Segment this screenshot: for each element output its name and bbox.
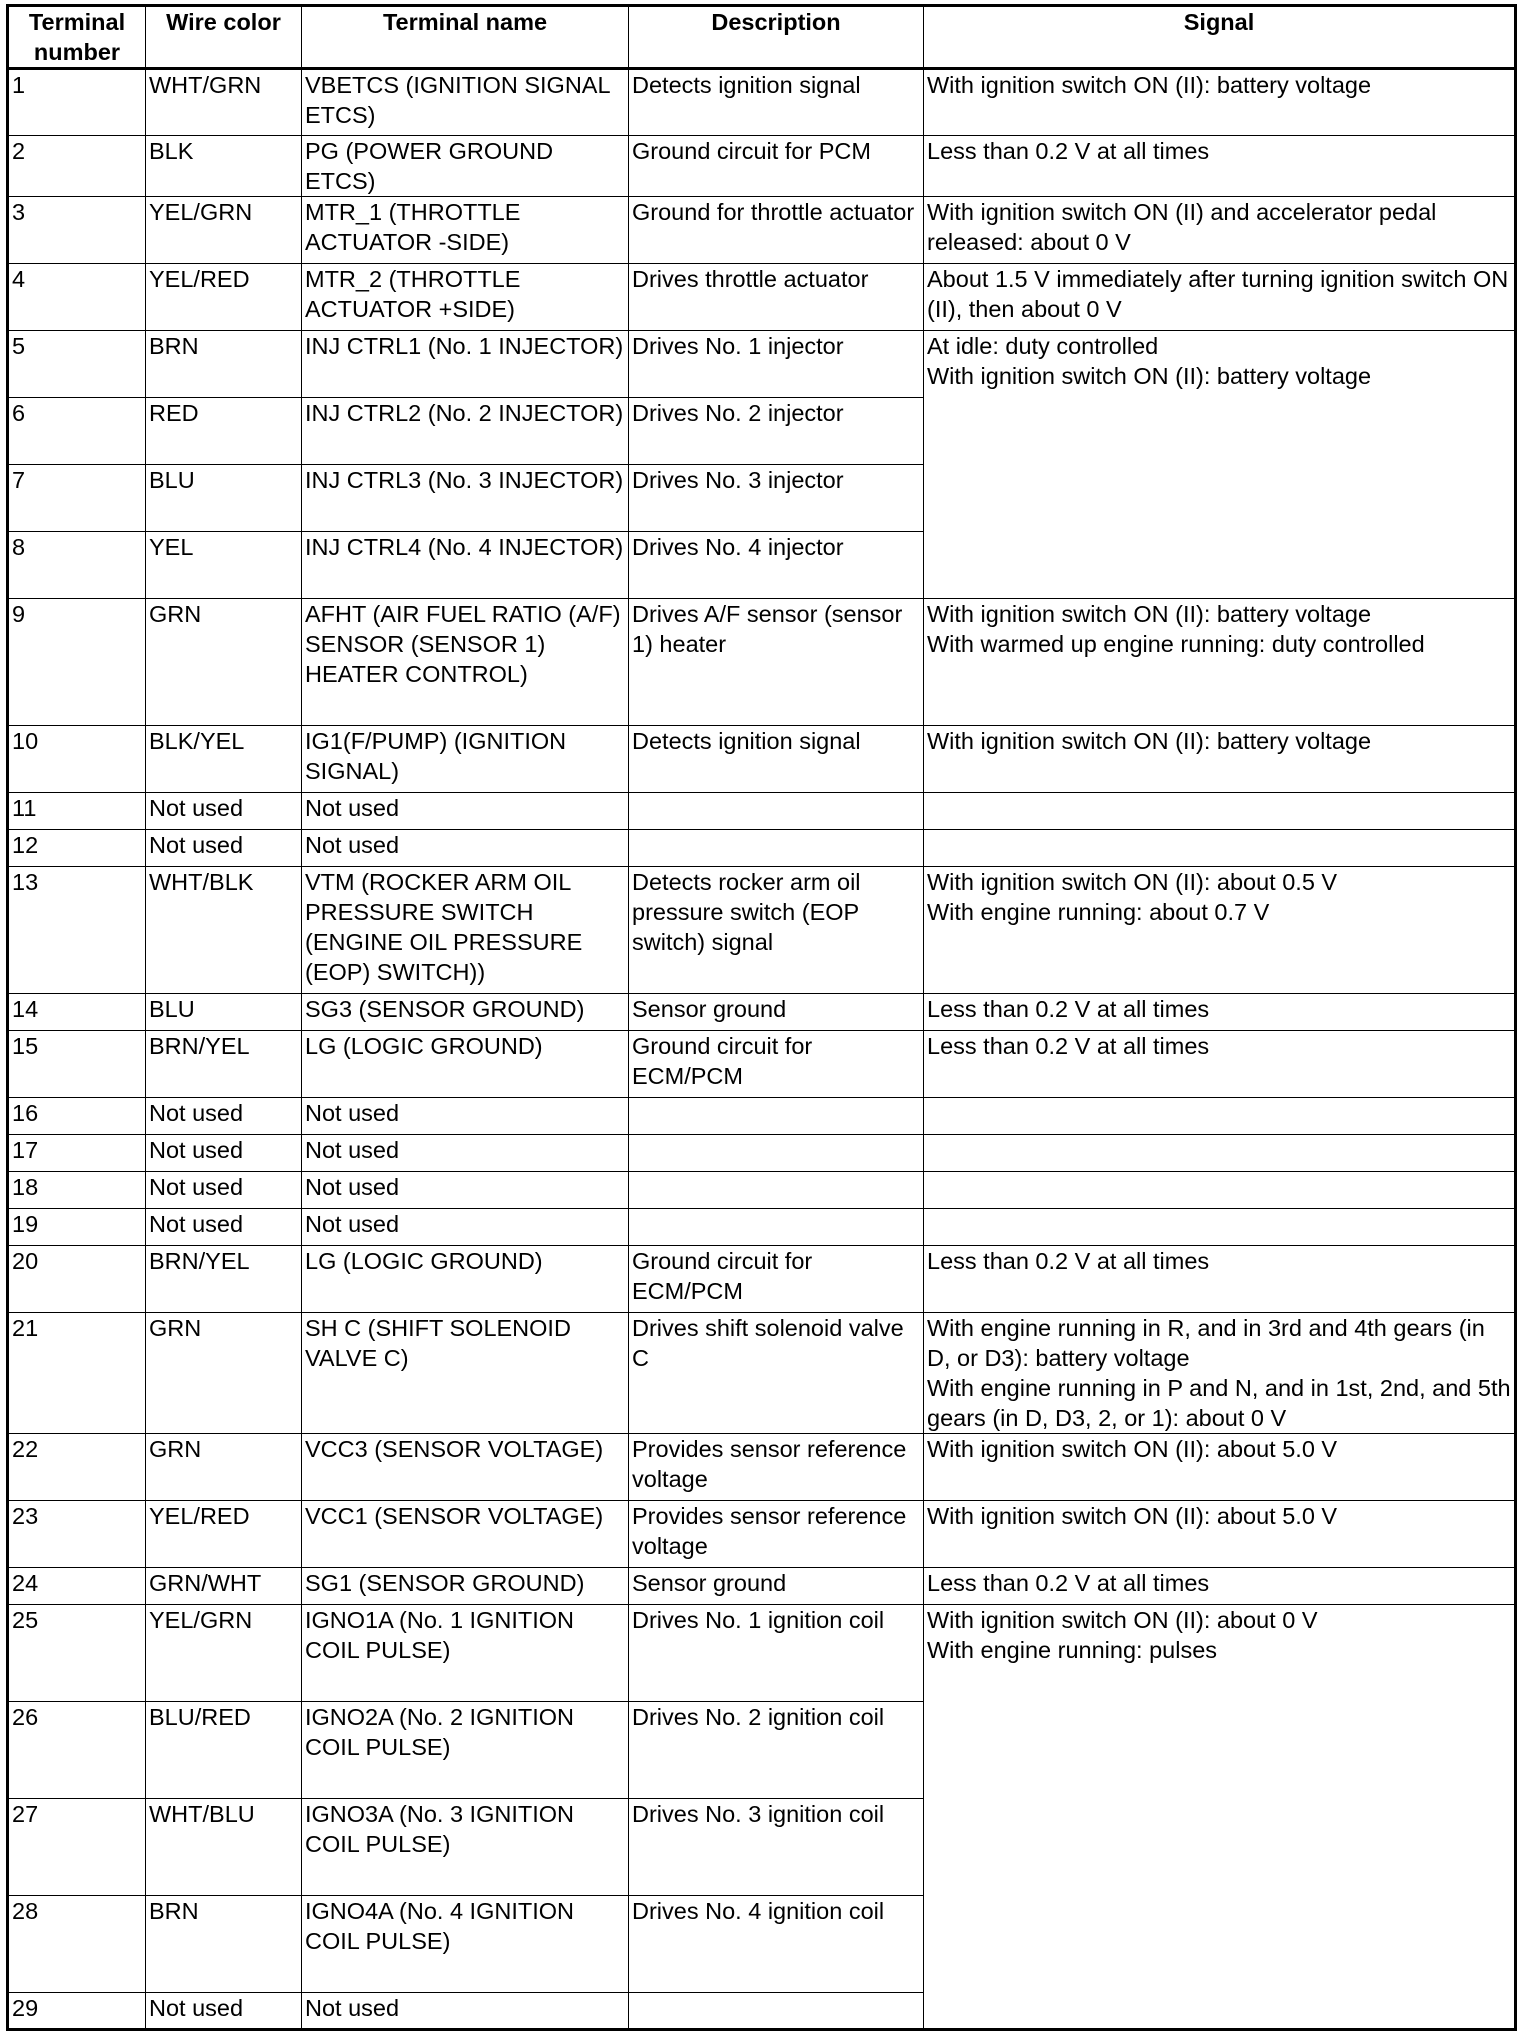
terminal-number-cell: 1: [8, 69, 146, 136]
description-cell: Ground circuit for PCM: [629, 136, 924, 197]
description-cell: Drives No. 3 injector: [629, 465, 924, 532]
wire-color-cell: Not used: [146, 830, 302, 867]
description-cell: Drives A/F sensor (sensor 1) heater: [629, 599, 924, 726]
description-cell: Ground circuit for ECM/PCM: [629, 1246, 924, 1313]
terminal-name-cell: Not used: [302, 1993, 629, 2030]
table-row: [8, 1246, 1516, 1313]
terminal-number-cell: 26: [8, 1702, 146, 1799]
wire-color-cell: BRN: [146, 331, 302, 398]
wire-color-cell: Not used: [146, 1993, 302, 2030]
terminal-number-cell: 19: [8, 1209, 146, 1246]
wire-color-cell: BRN/YEL: [146, 1246, 302, 1313]
terminal-number-cell: 9: [8, 599, 146, 726]
terminal-name-cell: Not used: [302, 793, 629, 830]
terminal-name-cell: IGNO4A (No. 4 IGNITION COIL PULSE): [302, 1896, 629, 1993]
description-cell: Detects ignition signal: [629, 69, 924, 136]
description-cell: Provides sensor reference voltage: [629, 1501, 924, 1568]
wire-color-cell: Not used: [146, 1135, 302, 1172]
table-row: [8, 331, 1516, 398]
description-cell: Drives No. 2 ignition coil: [629, 1702, 924, 1799]
wire-color-cell: GRN: [146, 1434, 302, 1501]
terminal-name-cell: IG1(F/PUMP) (IGNITION SIGNAL): [302, 726, 629, 793]
terminal-name-cell: INJ CTRL1 (No. 1 INJECTOR): [302, 331, 629, 398]
terminal-number-cell: 17: [8, 1135, 146, 1172]
wire-color-cell: Not used: [146, 1209, 302, 1246]
terminal-number-cell: 23: [8, 1501, 146, 1568]
terminal-number-cell: 28: [8, 1896, 146, 1993]
wire-color-cell: YEL/GRN: [146, 197, 302, 264]
description-cell: Drives No. 4 ignition coil: [629, 1896, 924, 1993]
wire-color-cell: WHT/GRN: [146, 69, 302, 136]
wire-color-cell: YEL/RED: [146, 264, 302, 331]
description-cell: Drives No. 1 ignition coil: [629, 1605, 924, 1702]
description-cell: Ground for throttle actuator: [629, 197, 924, 264]
signal-cell: With ignition switch ON (II): about 5.0 V: [924, 1501, 1516, 1568]
signal-cell: Less than 0.2 V at all times: [924, 1246, 1516, 1313]
terminal-number-cell: 7: [8, 465, 146, 532]
terminal-name-cell: LG (LOGIC GROUND): [302, 1031, 629, 1098]
signal-cell: With ignition switch ON (II) and accelerator pedal released: about 0 V: [924, 197, 1516, 264]
table-row: [8, 1098, 1516, 1135]
terminal-number-cell: 24: [8, 1568, 146, 1605]
wire-color-cell: Not used: [146, 793, 302, 830]
terminal-number-cell: 6: [8, 398, 146, 465]
table-row: [8, 867, 1516, 994]
terminal-name-cell: INJ CTRL4 (No. 4 INJECTOR): [302, 532, 629, 599]
terminal-name-cell: MTR_2 (THROTTLE ACTUATOR +SIDE): [302, 264, 629, 331]
terminal-number-cell: 25: [8, 1605, 146, 1702]
terminal-name-cell: Not used: [302, 1135, 629, 1172]
terminal-number-cell: 13: [8, 867, 146, 994]
signal-cell: [924, 793, 1516, 830]
description-cell: Drives throttle actuator: [629, 264, 924, 331]
terminal-name-cell: Not used: [302, 1209, 629, 1246]
table-body: [8, 69, 1516, 2030]
terminal-number-cell: 3: [8, 197, 146, 264]
header-wire-color: Wire color: [146, 6, 302, 69]
table-row: [8, 1135, 1516, 1172]
description-cell: Drives shift solenoid valve C: [629, 1313, 924, 1434]
terminal-number-cell: 18: [8, 1172, 146, 1209]
description-cell: [629, 793, 924, 830]
table-row: [8, 830, 1516, 867]
terminal-name-cell: VBETCS (IGNITION SIGNAL ETCS): [302, 69, 629, 136]
terminal-number-cell: 22: [8, 1434, 146, 1501]
terminal-name-cell: MTR_1 (THROTTLE ACTUATOR -SIDE): [302, 197, 629, 264]
description-cell: Sensor ground: [629, 994, 924, 1031]
terminal-name-cell: INJ CTRL3 (No. 3 INJECTOR): [302, 465, 629, 532]
signal-cell: With ignition switch ON (II): about 5.0 V: [924, 1434, 1516, 1501]
table-row: [8, 599, 1516, 726]
table-row: [8, 264, 1516, 331]
signal-cell: With ignition switch ON (II): about 0 V With engine running: pulses: [924, 1605, 1516, 2030]
terminal-name-cell: LG (LOGIC GROUND): [302, 1246, 629, 1313]
terminal-name-cell: INJ CTRL2 (No. 2 INJECTOR): [302, 398, 629, 465]
description-cell: [629, 1993, 924, 2030]
terminal-number-cell: 11: [8, 793, 146, 830]
terminal-name-cell: VTM (ROCKER ARM OIL PRESSURE SWITCH (ENGINE OIL PRESSURE (EOP) SWITCH)): [302, 867, 629, 994]
terminal-name-cell: IGNO2A (No. 2 IGNITION COIL PULSE): [302, 1702, 629, 1799]
terminal-number-cell: 16: [8, 1098, 146, 1135]
terminal-number-cell: 4: [8, 264, 146, 331]
terminal-name-cell: VCC3 (SENSOR VOLTAGE): [302, 1434, 629, 1501]
signal-cell: With engine running in R, and in 3rd and 4th gears (in D, or D3): battery voltage With engine running in P and N, and in 1st, 2nd, and 5th gears (in D, D3, 2, or 1): about 0 V: [924, 1313, 1516, 1434]
terminal-number-cell: 20: [8, 1246, 146, 1313]
terminal-name-cell: Not used: [302, 1172, 629, 1209]
table-row: [8, 69, 1516, 136]
signal-cell: Less than 0.2 V at all times: [924, 994, 1516, 1031]
terminal-name-cell: AFHT (AIR FUEL RATIO (A/F) SENSOR (SENSOR 1) HEATER CONTROL): [302, 599, 629, 726]
wire-color-cell: YEL: [146, 532, 302, 599]
wire-color-cell: WHT/BLK: [146, 867, 302, 994]
terminal-number-cell: 5: [8, 331, 146, 398]
description-cell: Drives No. 2 injector: [629, 398, 924, 465]
signal-cell: [924, 1209, 1516, 1246]
table-row: [8, 793, 1516, 830]
terminal-number-cell: 15: [8, 1031, 146, 1098]
table-row: [8, 1031, 1516, 1098]
terminal-name-cell: IGNO1A (No. 1 IGNITION COIL PULSE): [302, 1605, 629, 1702]
description-cell: [629, 1098, 924, 1135]
signal-cell: About 1.5 V immediately after turning ignition switch ON (II), then about 0 V: [924, 264, 1516, 331]
description-cell: Provides sensor reference voltage: [629, 1434, 924, 1501]
signal-cell: [924, 830, 1516, 867]
header-description: Description: [629, 6, 924, 69]
wire-color-cell: YEL/GRN: [146, 1605, 302, 1702]
terminal-name-cell: Not used: [302, 1098, 629, 1135]
terminal-number-cell: 21: [8, 1313, 146, 1434]
terminal-name-cell: VCC1 (SENSOR VOLTAGE): [302, 1501, 629, 1568]
wire-color-cell: BRN: [146, 1896, 302, 1993]
header-terminal-name: Terminal name: [302, 6, 629, 69]
terminal-name-cell: SH C (SHIFT SOLENOID VALVE C): [302, 1313, 629, 1434]
table-row: [8, 1172, 1516, 1209]
header-signal: Signal: [924, 6, 1516, 69]
description-cell: [629, 1172, 924, 1209]
wire-color-cell: RED: [146, 398, 302, 465]
table-row: [8, 1568, 1516, 1605]
signal-cell: [924, 1172, 1516, 1209]
signal-cell: Less than 0.2 V at all times: [924, 136, 1516, 197]
terminal-name-cell: Not used: [302, 830, 629, 867]
wire-color-cell: BLK: [146, 136, 302, 197]
wire-color-cell: GRN: [146, 1313, 302, 1434]
description-cell: Ground circuit for ECM/PCM: [629, 1031, 924, 1098]
signal-cell: Less than 0.2 V at all times: [924, 1031, 1516, 1098]
terminal-number-cell: 10: [8, 726, 146, 793]
signal-cell: With ignition switch ON (II): battery voltage: [924, 69, 1516, 136]
description-cell: [629, 1209, 924, 1246]
table-row: [8, 994, 1516, 1031]
wire-color-cell: BLU: [146, 994, 302, 1031]
description-cell: Sensor ground: [629, 1568, 924, 1605]
table-row: [8, 1313, 1516, 1434]
signal-cell: Less than 0.2 V at all times: [924, 1568, 1516, 1605]
terminal-name-cell: SG3 (SENSOR GROUND): [302, 994, 629, 1031]
description-cell: Detects ignition signal: [629, 726, 924, 793]
description-cell: Drives No. 3 ignition coil: [629, 1799, 924, 1896]
signal-cell: At idle: duty controlled With ignition switch ON (II): battery voltage: [924, 331, 1516, 599]
wire-color-cell: GRN: [146, 599, 302, 726]
wire-color-cell: GRN/WHT: [146, 1568, 302, 1605]
signal-cell: With ignition switch ON (II): battery voltage: [924, 726, 1516, 793]
signal-cell: [924, 1098, 1516, 1135]
table-row: [8, 136, 1516, 197]
wire-color-cell: BLU: [146, 465, 302, 532]
terminal-number-cell: 29: [8, 1993, 146, 2030]
terminal-number-cell: 27: [8, 1799, 146, 1896]
terminal-number-cell: 14: [8, 994, 146, 1031]
table-row: [8, 1605, 1516, 1702]
table-row: [8, 1501, 1516, 1568]
description-cell: Drives No. 1 injector: [629, 331, 924, 398]
signal-cell: [924, 1135, 1516, 1172]
table-row: [8, 1209, 1516, 1246]
signal-cell: With ignition switch ON (II): about 0.5 V With engine running: about 0.7 V: [924, 867, 1516, 994]
terminal-table: [6, 4, 1517, 2031]
wire-color-cell: Not used: [146, 1098, 302, 1135]
terminal-number-cell: 8: [8, 532, 146, 599]
terminal-number-cell: 12: [8, 830, 146, 867]
wire-color-cell: YEL/RED: [146, 1501, 302, 1568]
description-cell: [629, 830, 924, 867]
header-row: [8, 6, 1516, 69]
signal-cell: With ignition switch ON (II): battery voltage With warmed up engine running: duty controlled: [924, 599, 1516, 726]
table-row: [8, 1434, 1516, 1501]
wire-color-cell: WHT/BLU: [146, 1799, 302, 1896]
terminal-name-cell: PG (POWER GROUND ETCS): [302, 136, 629, 197]
terminal-number-cell: 2: [8, 136, 146, 197]
terminal-name-cell: IGNO3A (No. 3 IGNITION COIL PULSE): [302, 1799, 629, 1896]
description-cell: Detects rocker arm oil pressure switch (EOP switch) signal: [629, 867, 924, 994]
description-cell: [629, 1135, 924, 1172]
wire-color-cell: BRN/YEL: [146, 1031, 302, 1098]
wire-color-cell: Not used: [146, 1172, 302, 1209]
description-cell: Drives No. 4 injector: [629, 532, 924, 599]
terminal-name-cell: SG1 (SENSOR GROUND): [302, 1568, 629, 1605]
table-row: [8, 197, 1516, 264]
table-row: [8, 726, 1516, 793]
wire-color-cell: BLK/YEL: [146, 726, 302, 793]
header-terminal-number: Terminal number: [8, 6, 146, 69]
wire-color-cell: BLU/RED: [146, 1702, 302, 1799]
